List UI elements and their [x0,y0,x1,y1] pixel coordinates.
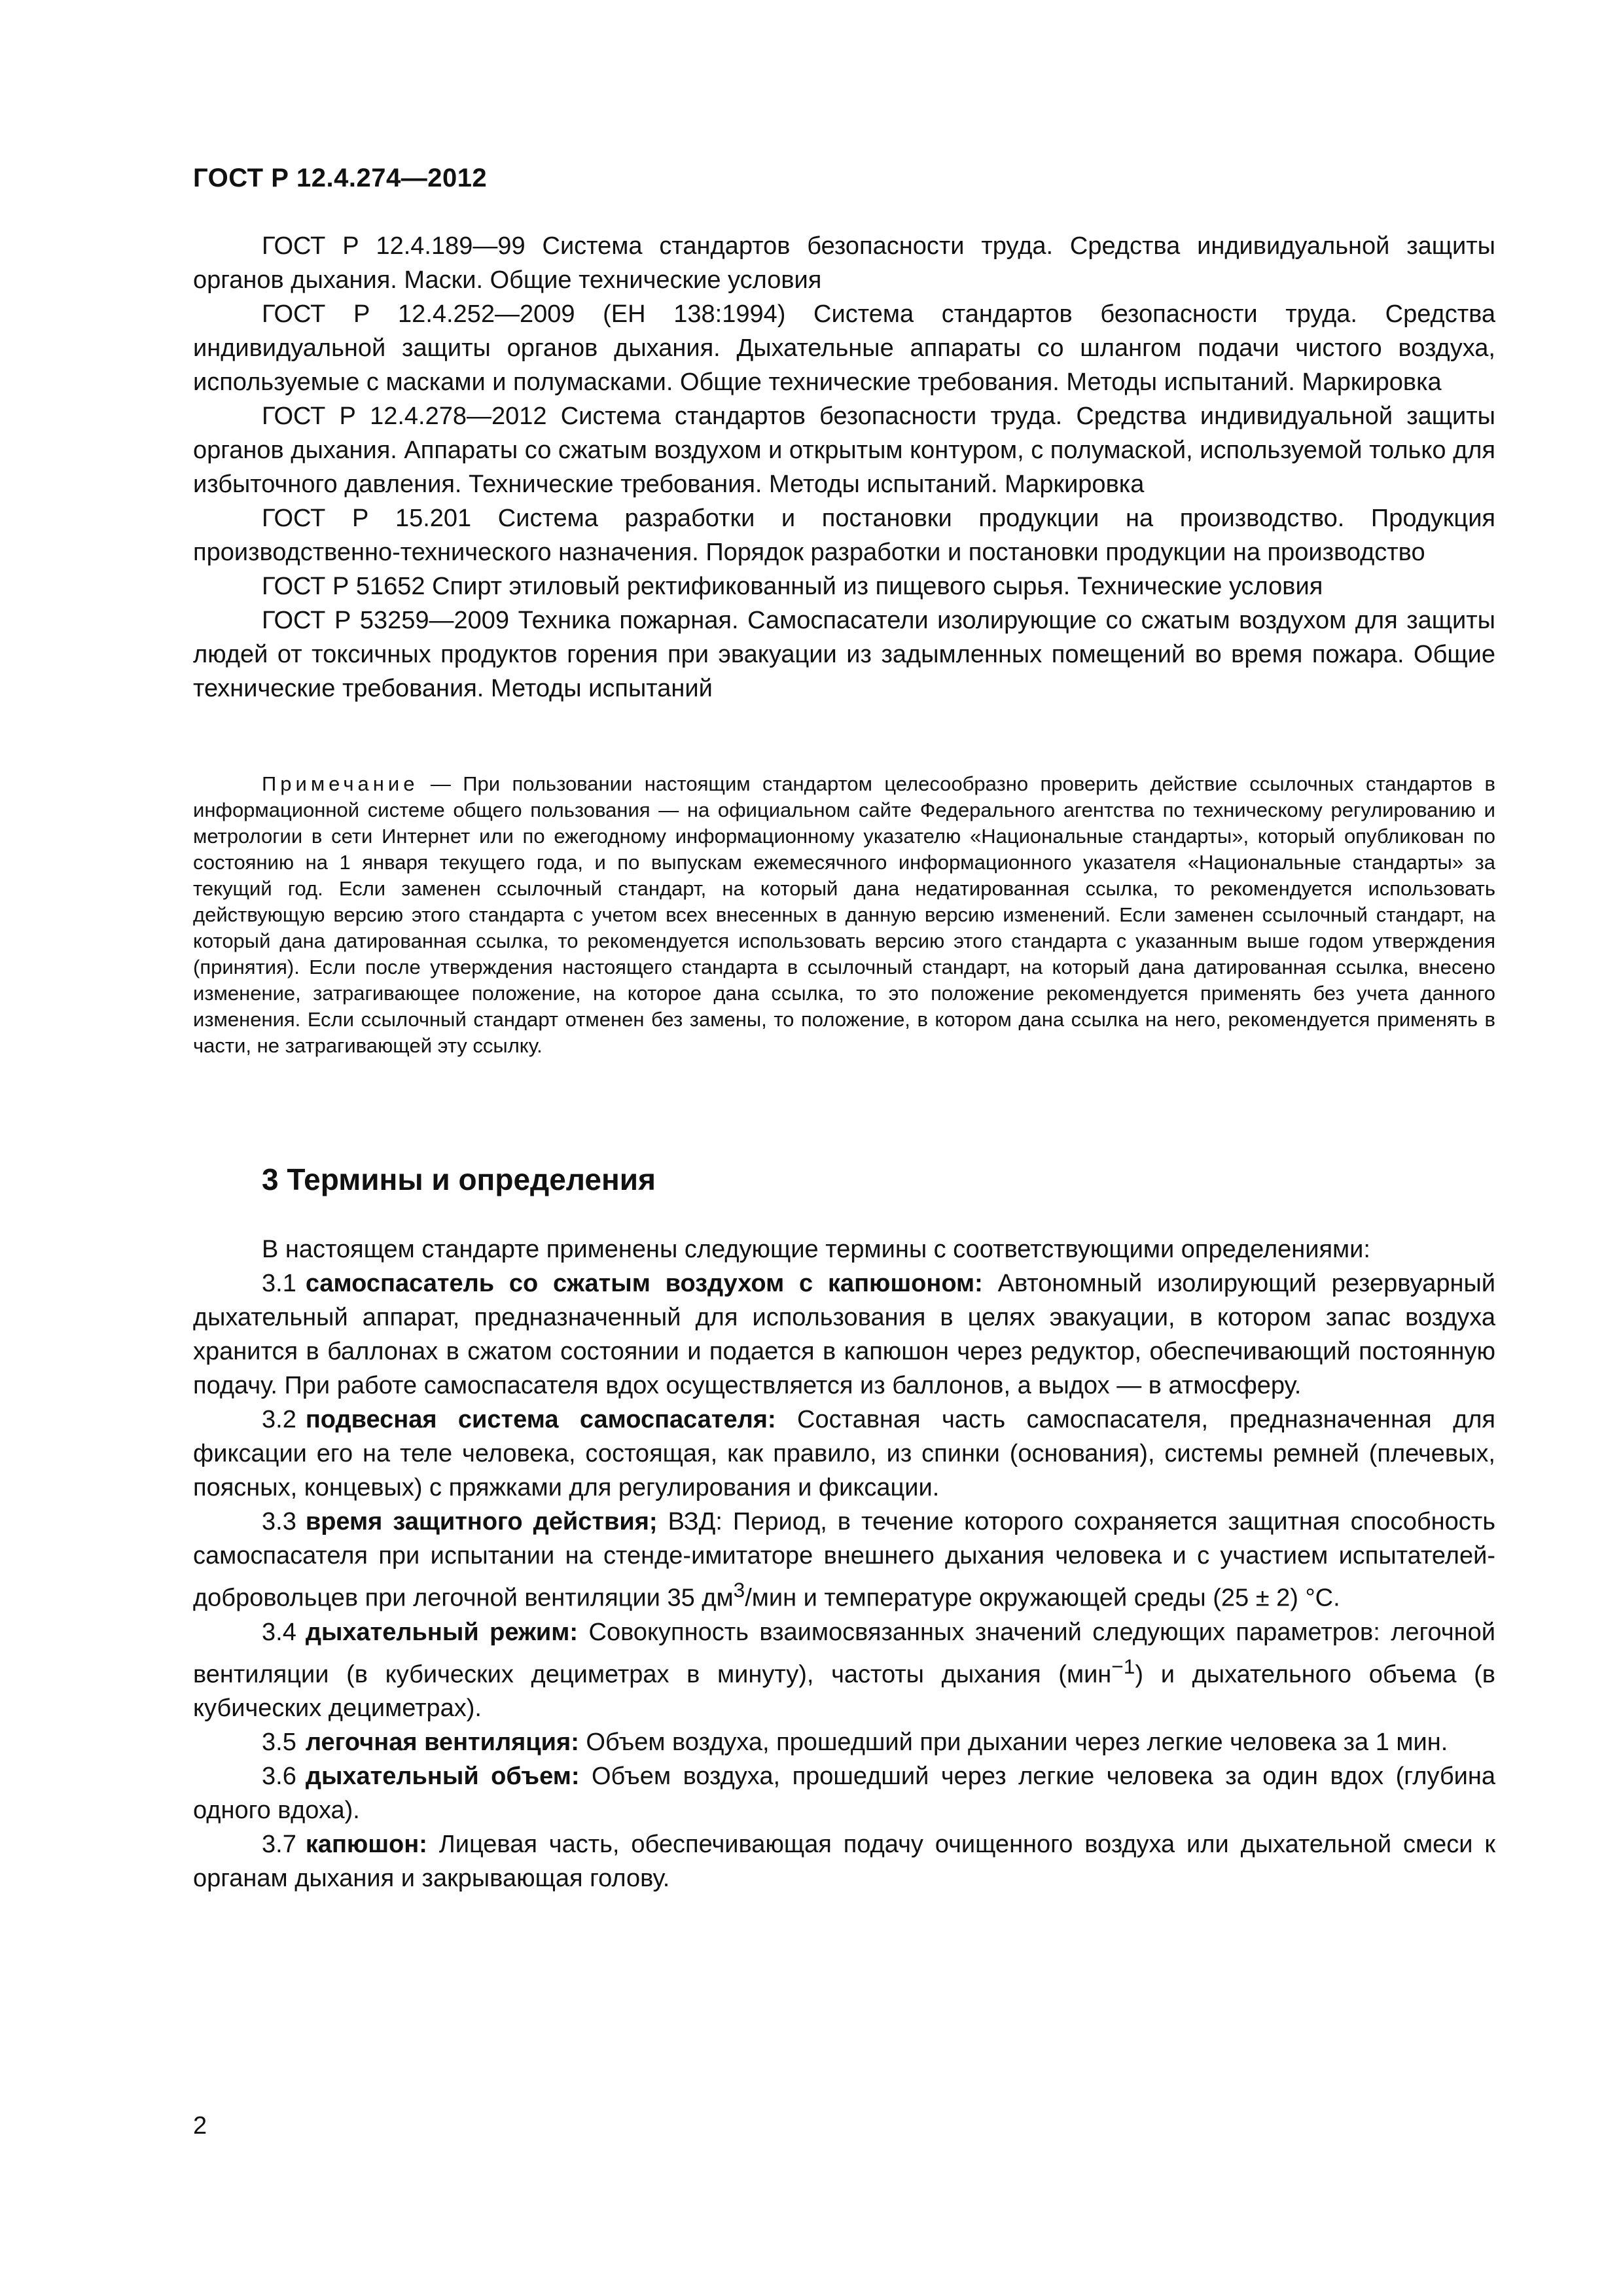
document-header: ГОСТ Р 12.4.274—2012 [193,164,488,192]
term-item [193,1759,1495,1827]
term-name: легочная вентиляция: [305,1729,579,1757]
term-number: 3.7 [262,1831,296,1859]
terms-list [193,1232,1495,1895]
term-name: капюшон: [305,1831,427,1859]
term-item [193,1505,1495,1615]
note-paragraph [193,771,1495,1059]
term-definition: Лицевая часть, обеспечивающая подачу очищенного воздуха или дыхательной смеси к органам дыхания и закрывающая голову. [193,1831,1496,1893]
term-definition: Автономный изолирующий резервуарный дыхательный аппарат, предназначенный для использования в целях эвакуации, в котором запас воздуха хранится в баллонах в сжатом состоянии и подается в капюшон через редуктор, обеспечивающий постоянную подачу. При работе самоспасателя вдох осуществляется из баллонов, а выдох — в атмосферу. [193,1270,1495,1399]
term-definition: Совокупность взаимосвязанных значений следующих параметров: легочной вентиляции (в кубических дециметрах в минуту), частоты дыхания (мин [193,1618,1496,1689]
reference-item: ГОСТ Р 12.4.189—99 Система стандартов безопасности труда. Средства индивидуальной защиты органов дыхания. Маски. Общие технические условия [193,232,1495,294]
term-name: дыхательный режим: [305,1618,579,1646]
term-number: 3.3 [262,1508,296,1535]
note-text: — При пользовании настоящим стандартом целесообразно проверить действие ссылочных стандартов в информационной системе общего пользования — на официальном сайте Федерального агентства по техническому регулированию и метрологии в сети Интернет или по ежегодному информационному указателю «Национальные стандарты», который опубликован по состоянию на 1 января текущего года, и по выпускам ежемесячного информационного указателя «Национальные стандарты» за текущий год. Если заменен ссылочный стандарт, на который дана недатированная ссылка, то рекомендуется использовать действующую версию этого стандарта с учетом всех внесенных в данную версию изменений. Если заменен ссылочный стандарт, на который дана датированная ссылка, то рекомендуется использовать версию этого стандарта с указанным выше годом утверждения (принятия). Если после утверждения настоящего стандарта в ссылочный стандарт, на который дана датированная ссылка, внесено изменение, затрагивающее положение, на которое дана ссылка, то это положение рекомендуется применять без учета данного изменения. Если ссылочный стандарт отменен без замены, то положение, в котором дана ссылка на него, рекомендуется применять в части, не затрагивающей эту ссылку. [193,772,1495,1057]
page-number: 2 [193,2112,207,2140]
term-item [193,1266,1495,1403]
superscript: −1 [1111,1654,1135,1678]
term-definition-end: /мин и температуре окружающей среды (25 ± 2) °С. [745,1584,1340,1612]
note-label: Примечание [262,772,419,795]
term-item [193,1827,1495,1895]
term-number: 3.4 [262,1618,296,1646]
normative-references-list [193,229,1495,706]
reference-item: ГОСТ Р 51652 Спирт этиловый ректификованный из пищевого сырья. Технические условия [262,573,1323,600]
term-definition: Объем воздуха, прошедший через легкие человека за один вдох (глубина одного вдоха). [193,1763,1495,1825]
term-number: 3.2 [262,1406,296,1433]
term-definition: Объем воздуха, прошедший при дыхании через легкие человека за 1 мин. [586,1729,1448,1757]
term-name: время защитного действия; [305,1508,658,1535]
reference-item: ГОСТ Р 12.4.252—2009 (ЕН 138:1994) Система стандартов безопасности труда. Средства индивидуальной защиты органов дыхания. Дыхательные аппараты со шлангом подачи чистого воздуха, используемые с масками и полумасками. Общие технические требования. Методы испытаний. Маркировка [193,300,1495,396]
term-item [193,1725,1495,1759]
term-number: 3.5 [262,1729,296,1757]
term-definition: ВЗД: Период, в течение которого сохраняется защитная способность самоспасателя при испытании на стенде-имитаторе внешнего дыхания человека и с участием испытателей-добровольцев при легочной вентиляции 35 дм [193,1508,1495,1612]
term-item [193,1615,1495,1726]
section-intro: В настоящем стандарте применены следующие термины с соответствующими определениями: [262,1236,1370,1263]
term-name: дыхательный объем: [305,1763,580,1791]
term-definition: Составная часть самоспасателя, предназначенная для фиксации его на теле человека, состоящая, как правило, из спинки (основания), системы ремней (плечевых, поясных, концевых) с пряжками для регулирования и фиксации. [193,1406,1495,1501]
term-name: подвесная система самоспасателя: [305,1406,776,1433]
term-item [193,1403,1495,1505]
reference-item: ГОСТ Р 12.4.278—2012 Система стандартов безопасности труда. Средства индивидуальной защиты органов дыхания. Аппараты со сжатым воздухом и открытым контуром, с полумаской, используемой только для избыточного давления. Технические требования. Методы испытаний. Маркировка [193,403,1495,498]
term-number: 3.6 [262,1763,296,1791]
section-title: 3 Термины и определения [262,1162,656,1196]
term-number: 3.1 [262,1270,296,1297]
term-definition-end: ) и дыхательного объема (в кубических дециметрах). [193,1660,1495,1723]
superscript: 3 [733,1578,745,1602]
reference-item: ГОСТ Р 15.201 Система разработки и постановки продукции на производство. Продукция производственно-технического назначения. Порядок разработки и постановки продукции на производство [193,505,1495,566]
reference-item: ГОСТ Р 53259—2009 Техника пожарная. Самоспасатели изолирующие со сжатым воздухом для защиты людей от токсичных продуктов горения при эвакуации из задымленных помещений во время пожара. Общие технические требования. Методы испытаний [193,607,1495,702]
term-name: самоспасатель со сжатым воздухом с капюшоном: [305,1270,983,1297]
